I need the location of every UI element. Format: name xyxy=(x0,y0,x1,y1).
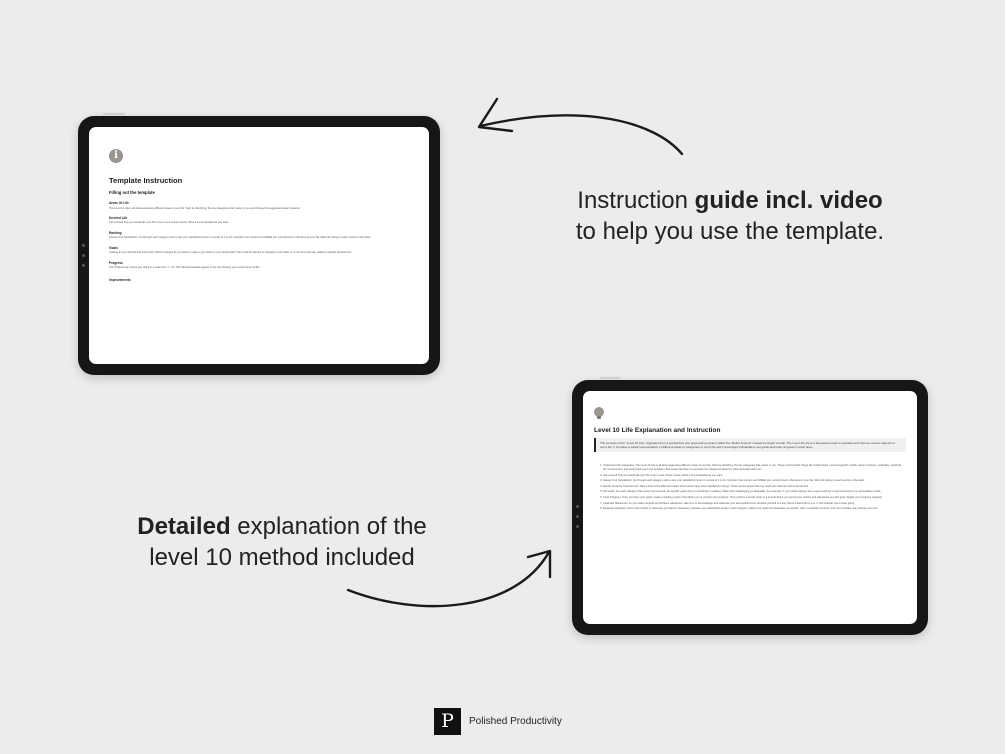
section-body: The Level 10 Life is all about assessing different areas of your life. Start by identifying the key categories that matter to you and change the suggested areas if desired. xyxy=(109,206,301,210)
section-heading: Ranking xyxy=(109,230,122,235)
brand-name: Polished Productivity xyxy=(469,716,562,727)
caption-text: explanation of the level 10 method included xyxy=(149,513,427,571)
section-heading: Improvements xyxy=(109,277,131,282)
section-body: Ask yourself how you would like your life to be in your chosen areas. Write it out as detailed as you want. xyxy=(109,221,230,225)
section-heading: Progress xyxy=(109,260,123,265)
list-item: 7. Celebrate Milestones: As you make progress and achieve milestones, take time to acknowledge and celebrate your accomplishments. Reward yourself in a way that is meaningful to you. It will motivate you to keep going. xyxy=(603,502,906,506)
caption-text: to help you use the template. xyxy=(575,218,885,245)
curved-arrow-bottom-icon xyxy=(348,551,550,606)
caption-text: Instruction xyxy=(577,187,695,214)
list-item: 4. Identify Areas for Improvement: Take a look at the table and notice which areas have lower satisfaction ratings. Those are the areas that may need your attention and improvement. xyxy=(603,485,906,489)
section-body: The Progress bar shows you rating in a scale from 1 - 10. This will automatically appear in the top showing your current level 10 life. xyxy=(109,266,261,270)
curved-arrow-top-icon xyxy=(479,99,682,154)
brand-footer xyxy=(434,708,562,735)
intro-callout: The concept of the "Level 10 Life" originated from a productivity and goal-setting system called the "Bullet Journal" created by Ryder Carroll. The Level 10 Life is a framework used to evaluate and improve various aspects of one's life. It provides a visual representation of different areas or categories in one's life and encourages individuals to set goals and track progress in each area. xyxy=(594,438,906,452)
section-heading: Goals xyxy=(109,245,118,250)
list-item: 3. Assess Your Satisfaction: Go through each category and re-rate your satisfaction level on a scale of 1 to 10. Consider how content and fulfilled you currently feel in that area of your life. Mark the rating on each section in the table. xyxy=(603,479,906,483)
template-instruction-subtitle: Filling out the template xyxy=(109,190,155,195)
list-item: 2. Ask yourself how you would like your life to be in your chosen areas. Write it out as detailed as you want. xyxy=(603,474,906,478)
section-body: Assess Your Satisfaction: Go through each category and re-rate your satisfaction level on a scale of 1 to 10. Consider how content and fulfilled you currently feel in that area of your life. Mark the rating on each section in the table. xyxy=(109,236,371,240)
caption-bold-text: Detailed xyxy=(137,513,231,540)
section-body: Looking at your desired and current life. Which changes do you want to make to get closer to your desired life? This could be starting or stopping a new habit, or a one time step like making a specific appointment. xyxy=(109,251,352,255)
brand-logo: P xyxy=(434,708,461,735)
info-icon: i xyxy=(109,149,123,163)
list-item: 8. Reassess Regularly: Every few months or whenever you feel it's necessary, reassess your satisfaction levels in each category. Adjust your goals and strategies as needed. Life is constantly evolving, and your priorities may change over time. xyxy=(603,507,906,511)
list-item: 1. Understand the Categories: The Level 10 Life is all about assessing different areas of your life. Start by identifying the key categories that matter to you. These could include things like relationships, personal growth, health, career, finances, spirituality, social life, fun, environment, and giving back (as in the template). But please feel free to customize the categories based on what resonates with you! xyxy=(603,464,906,471)
explanation-title: Level 10 Life Explanation and Instruction xyxy=(594,427,721,434)
section-heading: Areas Of Life xyxy=(109,201,129,205)
caption-bold-text: guide incl. video xyxy=(694,187,883,214)
list-item: 6. Track Progress: Once you have your goals, create a tracking system that allows you to monitor your progress. This could be a simple chart or a journal where you record your actions and milestones as each goal. Update your progress regularly. xyxy=(603,496,906,500)
section-heading: Desired Life xyxy=(109,215,128,220)
template-instruction-title: Template Instruction xyxy=(109,176,183,185)
list-item: 5. Set Goals: For each category that needs improvement, set specific goals that you would like to achieve. Make them challenging yet attainable. For example, if your health rating is low, a goal could be to start exercising or to eat healthier meals. xyxy=(603,490,906,494)
